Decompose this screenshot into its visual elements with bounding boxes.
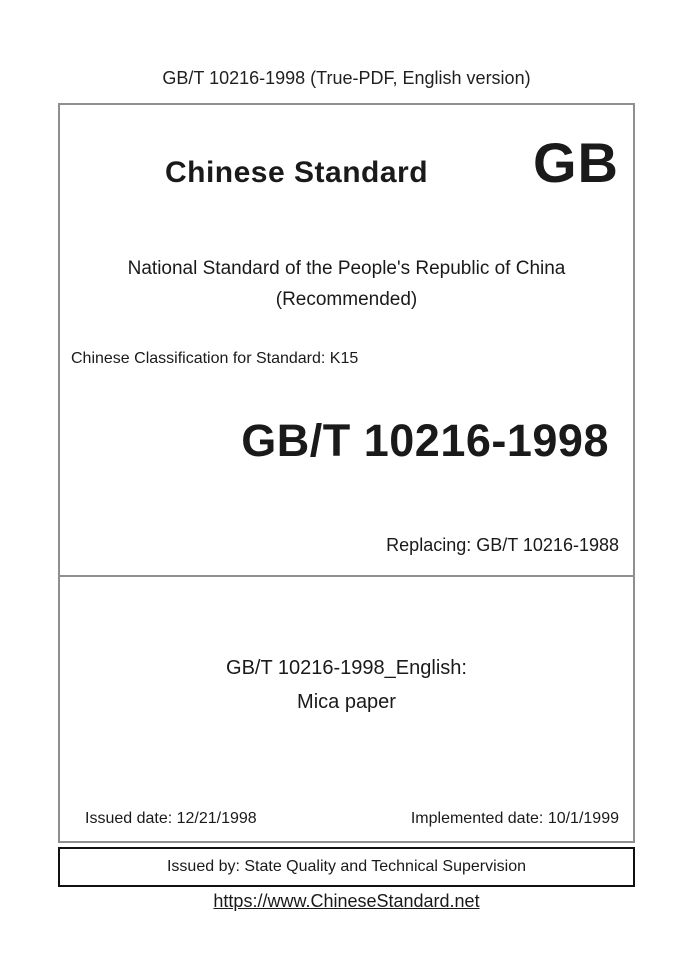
cover-main-box [58, 103, 635, 843]
cover-title: Chinese Standard [164, 156, 429, 189]
standard-number: GB/T 10216-1998 [241, 415, 609, 466]
dates-row [85, 810, 619, 828]
footer [0, 891, 693, 912]
subtitle-line-2: (Recommended) [275, 289, 418, 310]
footer-link[interactable]: https://www.ChineseStandard.net [213, 891, 480, 911]
english-title-block [60, 651, 633, 719]
section-divider [58, 575, 635, 577]
title-row [60, 131, 619, 194]
subtitle-block [60, 253, 633, 315]
english-title-line-1: GB/T 10216-1998_English: [226, 657, 467, 679]
issued-by-label: Issued by: State Quality and Technical Supervision [166, 858, 527, 875]
issued-by-box [58, 847, 635, 887]
subtitle-line-1: National Standard of the People's Republic of China [127, 258, 566, 279]
classification-label: Chinese Classification for Standard: K15 [71, 350, 359, 367]
replacing-label: Replacing: GB/T 10216-1988 [386, 535, 619, 555]
gb-logo: GB [533, 131, 619, 194]
document-header: GB/T 10216-1998 (True-PDF, English version) [162, 68, 531, 88]
english-title-line-2: Mica paper [297, 691, 396, 713]
issued-date-label: Issued date: 12/21/1998 [85, 810, 257, 827]
implemented-date-label: Implemented date: 10/1/1999 [410, 810, 619, 827]
